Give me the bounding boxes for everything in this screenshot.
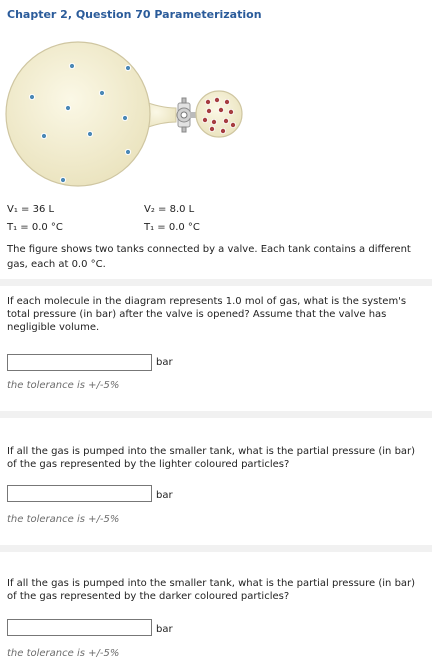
dark-particle (214, 97, 219, 102)
dark-particle (211, 119, 216, 124)
light-particle (60, 177, 65, 182)
section-divider (0, 279, 432, 286)
dark-particle (218, 107, 223, 112)
t1-right-label: T₁ = 0.0 °C (144, 222, 200, 233)
dark-particle (209, 126, 214, 131)
question-3-unit: bar (156, 624, 173, 635)
dark-particle (205, 99, 210, 104)
question-2-text: If all the gas is pumped into the smaller tank, what is the partial pressure (in bar) of the gas represented by the lighter coloured particles? (7, 446, 416, 470)
problem-description: The figure shows two tanks connected by a valve. Each tank contains a different gas, each at 0.0 °C. (7, 244, 411, 270)
light-particle (65, 105, 70, 110)
question-1-tolerance: the tolerance is +/-5% (7, 380, 120, 391)
light-particle (122, 115, 127, 120)
question-2-answer-input[interactable] (7, 485, 152, 502)
tanks-figure (0, 28, 432, 200)
v2-label: V₂ = 8.0 L (144, 204, 195, 215)
question-3-tolerance: the tolerance is +/-5% (7, 648, 120, 659)
v1-label: V₁ = 36 L (7, 204, 55, 215)
question-1-text: If each molecule in the diagram represents 1.0 mol of gas, what is the system's total pressure (in bar) after the valve is opened? Assume that the valve has negligible volume. (7, 296, 407, 333)
light-particle (125, 149, 130, 154)
dark-particle (206, 108, 211, 113)
large-tank (6, 42, 150, 186)
valve (177, 98, 191, 132)
light-particle (29, 94, 34, 99)
section-divider (0, 545, 432, 552)
light-particle (99, 90, 104, 95)
dark-particle (230, 122, 235, 127)
page-title: Chapter 2, Question 70 Parameterization (7, 8, 262, 21)
dark-particle (202, 117, 207, 122)
dark-particle (224, 99, 229, 104)
question-2-tolerance: the tolerance is +/-5% (7, 514, 120, 525)
section-divider (0, 411, 432, 418)
question-2-unit: bar (156, 490, 173, 501)
light-particle (87, 131, 92, 136)
question-3-text: If all the gas is pumped into the smaller tank, what is the partial pressure (in bar) of the gas represented by the darker coloured particles? (7, 578, 416, 602)
light-particle (69, 63, 74, 68)
question-1-unit: bar (156, 357, 173, 368)
light-particle (41, 133, 46, 138)
light-particle (125, 65, 130, 70)
dark-particle (223, 118, 228, 123)
dark-particle (228, 109, 233, 114)
question-3-answer-input[interactable] (7, 619, 152, 636)
dark-particle (220, 128, 225, 133)
question-1-answer-input[interactable] (7, 354, 152, 371)
t1-left-label: T₁ = 0.0 °C (7, 222, 63, 233)
